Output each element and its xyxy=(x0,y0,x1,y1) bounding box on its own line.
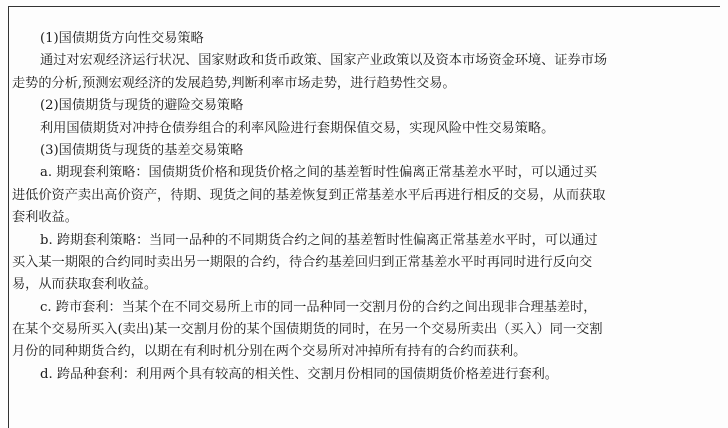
strategy-line: 易，从而获取套利收益。 xyxy=(12,277,158,293)
paragraph-line: 通过对宏观经济运行状况、国家财政和货币政策、国家产业政策以及资本市场资金环境、证券市场 xyxy=(40,53,608,69)
strategy-line: 套利收益。 xyxy=(12,210,78,226)
strategy-line: 买入某一期限的合约同时卖出另一期限的合约，待合约基差回归到正常基差水平时再同时进行反向交 xyxy=(12,254,593,270)
table-left-border xyxy=(8,6,9,428)
strategy-line: 进低价资产卖出高价资产，待期、现货之间的基差恢复到正常基差水平后再进行相反的交易，从而获取 xyxy=(12,187,606,203)
paragraph-line: 走势的分析,预测宏观经济的发展趋势,判断利率市场走势，进行趋势性交易。 xyxy=(12,75,456,91)
section-heading: (3)国债期货与现货的基差交易策略 xyxy=(40,142,244,158)
paragraph-line: 利用国债期货对冲持仓债券组合的利率风险进行套期保值交易，实现风险中性交易策略。 xyxy=(40,120,555,136)
table-top-border xyxy=(8,6,720,7)
strategy-line: c. 跨市套利：当某个在不同交易所上市的同一品种同一交割月份的合约之间出现非合理基差时， xyxy=(40,299,597,315)
section-heading: (1)国债期货方向性交易策略 xyxy=(40,31,204,46)
section-heading: (2)国债期货与现货的避险交易策略 xyxy=(40,98,244,114)
strategy-line: b. 跨期套利策略：当同一品种的不同期货合约之间的基差暂时性偏离正常基差水平时，可以通过 xyxy=(40,232,598,248)
strategy-line: a. 期现套利策略：国债期货价格和现货价格之间的基差暂时性偏离正常基差水平时，可以通过买 xyxy=(40,165,597,181)
strategy-line: 月份的同种期货合约，以期在有利时机分别在两个交易所对冲掉所有持有的合约而获利。 xyxy=(12,344,527,360)
strategy-line: d. 跨品种套利：利用两个具有较高的相关性、交割月份相同的国债期货价格差进行套利。 xyxy=(40,366,558,382)
strategy-line: 在某个交易所买入(卖出)某一交割月份的某个国债期货的同时，在另一个交易所卖出（买入）同一交割 xyxy=(12,322,603,338)
document-body xyxy=(12,28,720,386)
